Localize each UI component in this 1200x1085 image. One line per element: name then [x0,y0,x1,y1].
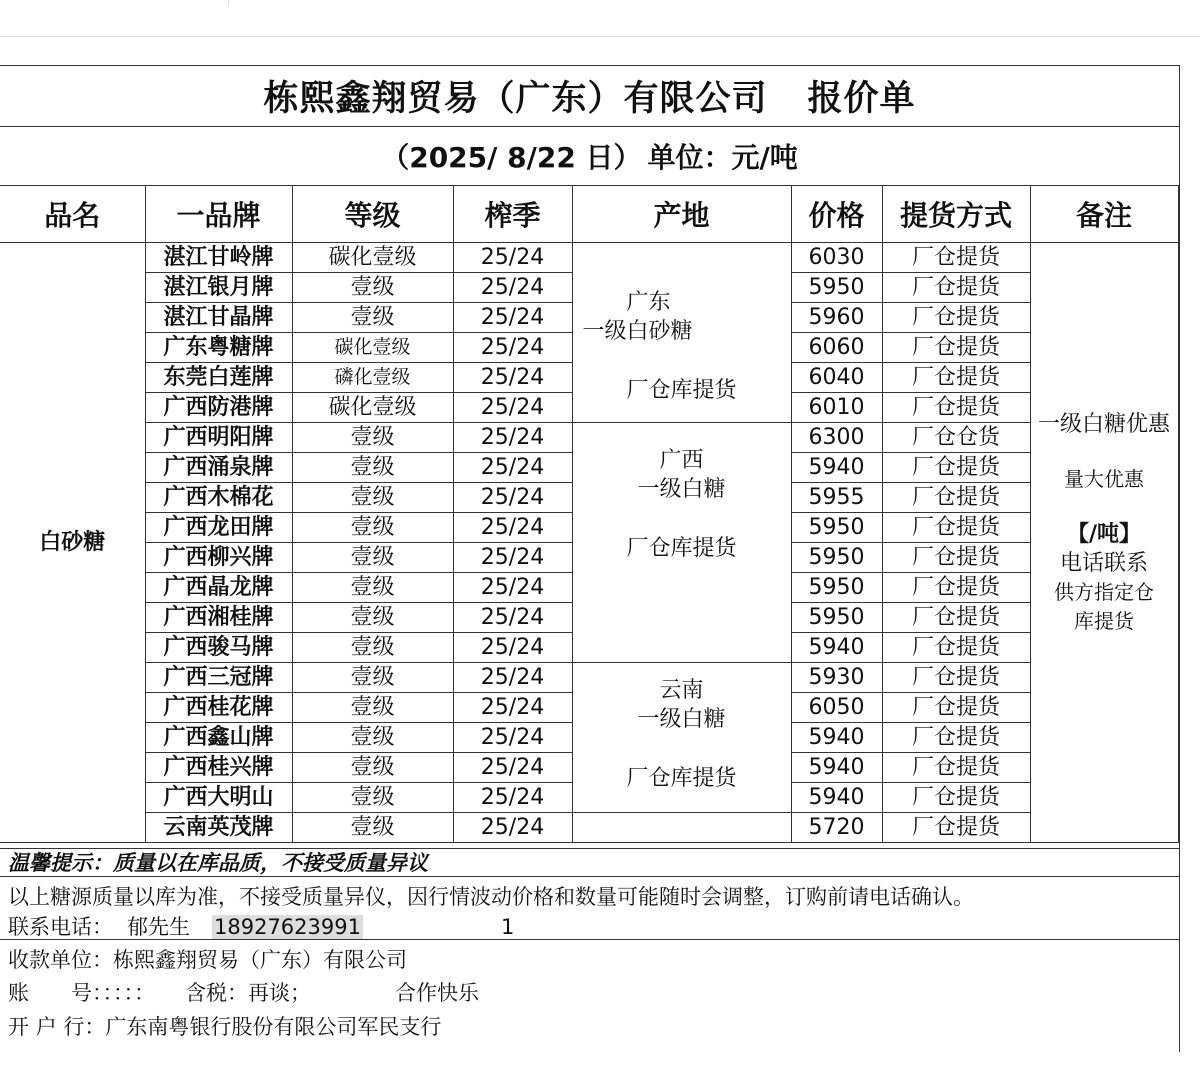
contact-line [8,911,514,941]
remark-line1: 一级白糖优惠 [1037,411,1170,437]
origin-region: 云南 [659,678,704,703]
price-cell: 5940 [791,633,882,663]
delivery-cell: 厂仓提货 [882,273,1030,303]
price-cell: 6300 [791,423,882,453]
price-cell: 6040 [791,363,882,393]
grade-cell: 磷化壹级 [292,363,453,393]
grade-cell: 碳化壹级 [292,333,453,363]
price-cell: 5950 [791,603,882,633]
company-name: 栋熙鑫翔贸易（广东）有限公司 [263,79,768,119]
delivery-cell: 厂仓提货 [882,453,1030,483]
origin-sugar-type: 一级白糖 [637,707,726,732]
brand-cell: 广西鑫山牌 [145,723,292,753]
price-cell: 6030 [791,243,882,273]
quality-warning: 温馨提示：质量以在库品质，不接受质量异议 [0,848,1179,877]
origin-region: 广西 [659,448,704,473]
table-row [0,423,1178,453]
price-cell: 6050 [791,693,882,723]
price-cell: 5955 [791,483,882,513]
grade-cell: 壹级 [292,423,453,453]
grade-cell: 壹级 [292,723,453,753]
season-cell: 25/24 [453,243,572,273]
header-price: 价格 [791,185,882,243]
season-cell: 25/24 [453,663,572,693]
price-cell: 5930 [791,663,882,693]
season-cell: 25/24 [453,633,572,663]
price-unit: 单位：元/吨 [647,140,798,174]
delivery-cell: 厂仓提货 [882,303,1030,333]
season-cell: 25/24 [453,393,572,423]
season-cell: 25/24 [453,303,572,333]
remark-line3: 【/吨】 [1066,521,1142,547]
season-cell: 25/24 [453,603,572,633]
brand-cell: 湛江甘晶牌 [145,303,292,333]
delivery-cell: 厂仓提货 [882,603,1030,633]
remarks-cell [1030,243,1178,843]
price-cell: 5940 [791,453,882,483]
grade-cell: 壹级 [292,753,453,783]
tax-note: 含税：再谈； [185,981,311,1005]
document-type: 报价单 [807,79,916,119]
grade-cell: 壹级 [292,783,453,813]
season-cell: 25/24 [453,783,572,813]
grade-cell: 壹级 [292,693,453,723]
delivery-cell: 厂仓提货 [882,663,1030,693]
brand-cell: 湛江甘岭牌 [145,243,292,273]
grade-cell: 壹级 [292,303,453,333]
delivery-cell: 厂仓提货 [882,363,1030,393]
season-cell: 25/24 [453,813,572,843]
grade-cell: 壹级 [292,663,453,693]
footer-divider [0,939,1179,940]
brand-cell: 广西骏马牌 [145,633,292,663]
delivery-cell: 厂仓提货 [882,813,1030,843]
delivery-cell: 厂仓提货 [882,393,1030,423]
delivery-cell: 厂仓提货 [882,513,1030,543]
origin-empty-cell [572,813,791,843]
brand-cell: 广东粤糖牌 [145,333,292,363]
brand-cell: 广西桂花牌 [145,693,292,723]
season-cell: 25/24 [453,483,572,513]
grade-cell: 碳化壹级 [292,243,453,273]
grade-cell: 壹级 [292,483,453,513]
quotation-sheet [0,65,1180,1052]
delivery-cell: 厂仓仓货 [882,423,1030,453]
price-cell: 5950 [791,573,882,603]
season-cell: 25/24 [453,573,572,603]
remark-line6: 库提货 [1074,608,1134,633]
brand-cell: 广西三冠牌 [145,663,292,693]
season-cell: 25/24 [453,363,572,393]
remark-line4: 电话联系 [1059,550,1148,576]
payee-line: 收款单位：栋熙鑫翔贸易（广东）有限公司 [8,948,407,972]
brand-cell: 广西防港牌 [145,393,292,423]
price-table [0,185,1179,843]
season-cell: 25/24 [453,273,572,303]
origin-pickup: 厂仓库提货 [626,766,737,791]
grade-cell: 壹级 [292,813,453,843]
season-cell: 25/24 [453,753,572,783]
delivery-cell: 厂仓提货 [882,633,1030,663]
origin-sugar-type: 一级白砂糖 [582,319,693,344]
delivery-cell: 厂仓提货 [882,573,1030,603]
table-row [0,813,1178,843]
header-origin: 产地 [572,185,791,243]
delivery-cell: 厂仓提货 [882,753,1030,783]
account-line [8,977,479,1007]
delivery-cell: 厂仓提货 [882,333,1030,363]
origin-pickup: 厂仓库提货 [626,378,737,403]
account-label: 账 号：：：：： [8,981,155,1005]
price-cell: 5960 [791,303,882,333]
brand-cell: 广西涌泉牌 [145,453,292,483]
header-grade: 等级 [292,185,453,243]
quote-date: （2025/ 8/22 日） [381,140,642,174]
origin-cell [572,663,791,813]
grade-cell: 壹级 [292,543,453,573]
remark-line5: 供方指定仓 [1054,579,1154,604]
price-cell: 5950 [791,543,882,573]
season-cell: 25/24 [453,513,572,543]
season-cell: 25/24 [453,723,572,753]
grade-cell: 壹级 [292,573,453,603]
phone-number[interactable]: 18927623991 [214,915,361,939]
top-divider [0,36,1200,37]
brand-cell: 湛江银月牌 [145,273,292,303]
delivery-cell: 厂仓提货 [882,723,1030,753]
delivery-cell: 厂仓提货 [882,243,1030,273]
origin-sugar-type: 一级白糖 [637,477,726,502]
table-header-row [0,185,1178,243]
price-cell: 6010 [791,393,882,423]
table-row [0,663,1178,693]
brand-cell: 广西湘桂牌 [145,603,292,633]
price-cell: 5720 [791,813,882,843]
header-product: 品名 [0,185,145,243]
price-cell: 5940 [791,783,882,813]
delivery-cell: 厂仓提货 [882,543,1030,573]
season-cell: 25/24 [453,693,572,723]
price-cell: 5940 [791,753,882,783]
origin-pickup: 厂仓库提货 [626,536,737,561]
origin-cell [572,243,791,423]
header-season: 榨季 [453,185,572,243]
page-title [0,66,1179,127]
origin-region: 广东 [626,290,671,315]
brand-cell: 广西木棉花 [145,483,292,513]
brand-cell: 广西明阳牌 [145,423,292,453]
price-cell: 5950 [791,513,882,543]
origin-cell [572,423,791,663]
bank-line: 开 户 行：广东南粤银行股份有限公司军民支行 [8,1015,442,1039]
brand-cell: 东莞白莲牌 [145,363,292,393]
season-cell: 25/24 [453,333,572,363]
delivery-cell: 厂仓提货 [882,783,1030,813]
contact-name: 郁先生 [127,915,190,939]
brand-cell: 云南英茂牌 [145,813,292,843]
season-cell: 25/24 [453,453,572,483]
footer-note: 以上糖源质量以库为准，不接受质量异仪，因行情波动价格和数量可能随时会调整，订购前请电话确认。 [8,885,974,909]
grade-cell: 壹级 [292,453,453,483]
cooperation-note: 合作快乐 [395,981,479,1005]
season-cell: 25/24 [453,543,572,573]
brand-cell: 广西桂兴牌 [145,753,292,783]
remark-line2: 量大优惠 [1064,466,1144,491]
product-category: 白砂糖 [0,243,145,843]
header-remarks: 备注 [1030,185,1178,243]
grade-cell: 壹级 [292,633,453,663]
header-brand: 一品牌 [145,185,292,243]
contact-label: 联系电话： [8,915,113,939]
brand-cell: 广西晶龙牌 [145,573,292,603]
price-cell: 6060 [791,333,882,363]
grade-cell: 壹级 [292,513,453,543]
delivery-cell: 厂仓提货 [882,483,1030,513]
delivery-cell: 厂仓提货 [882,693,1030,723]
header-delivery: 提货方式 [882,185,1030,243]
table-row [0,243,1178,273]
brand-cell: 广西龙田牌 [145,513,292,543]
brand-cell: 广西柳兴牌 [145,543,292,573]
contact-extra: 1 [500,915,515,939]
grade-cell: 碳化壹级 [292,393,453,423]
season-cell: 25/24 [453,423,572,453]
brand-cell: 广西大明山 [145,783,292,813]
grade-cell: 壹级 [292,603,453,633]
top-edge-mark [228,0,229,6]
price-cell: 5940 [791,723,882,753]
subtitle [0,126,1179,186]
grade-cell: 壹级 [292,273,453,303]
price-cell: 5950 [791,273,882,303]
